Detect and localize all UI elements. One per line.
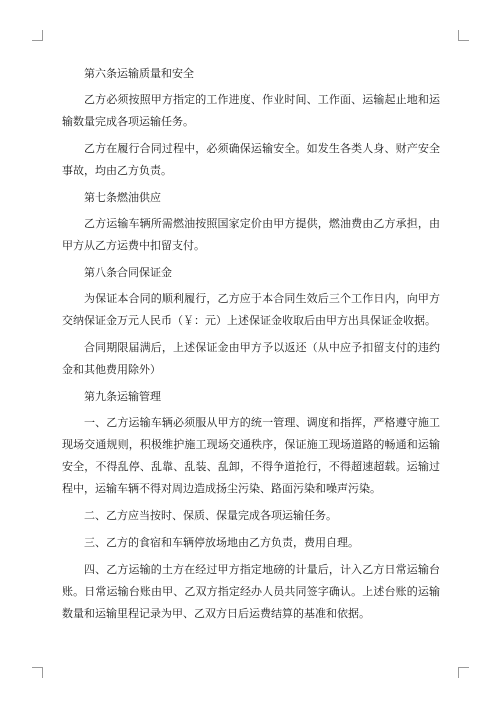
- paragraph: 乙方在履行合同过程中，必须确保运输安全。如发生各类人身、财产安全事故，均由乙方负责。: [62, 142, 440, 177]
- section-heading-article-6: 第六条运输质量和安全: [84, 67, 194, 80]
- document-body: [62, 63, 440, 630]
- section-heading-article-8: 第八条合同保证金: [84, 266, 172, 279]
- paragraph: 为保证本合同的顺利履行，乙方应于本合同生效后三个工作日内，向甲方交纳保证金万元人民币（￥：元）上述保证金收取后由甲方出具保证金收据。: [62, 292, 440, 327]
- crop-mark-top-left: [32, 30, 43, 41]
- paragraph: 一、乙方运输车辆必须服从甲方的统一管理、调度和指挥，严格遵守施工现场交通规则，积极维护施工现场交通秩序，保证施工现场道路的畅通和运输安全，不得乱停、乱靠、乱装、乱卸，不得争道抢行，不得超速超载。运输过程中，运输车辆不得对周边造成扬尘污染、路面污染和噪声污染。: [62, 416, 440, 495]
- paragraph: 四、乙方运输的土方在经过甲方指定地磅的计量后，计入乙方日常运输台账。日常运输台账由甲、乙双方指定经办人员共同签字确认。上述台账的运输数量和运输里程记录为甲、乙双方日后运费结算的基准和依据。: [62, 563, 440, 620]
- paragraph: 三、乙方的食宿和车辆停放场地由乙方负责，费用自理。: [84, 536, 359, 549]
- paragraph: 乙方必须按照甲方指定的工作进度、作业时间、工作面、运输起止地和运输数量完成各项运输任务。: [62, 93, 440, 128]
- paragraph: 二、乙方应当按时、保质、保量完成各项运输任务。: [84, 509, 337, 522]
- paragraph: 乙方运输车辆所需燃油按照国家定价由甲方提供，燃油费由乙方承担，由甲方从乙方运费中扣留支付。: [62, 217, 440, 252]
- crop-mark-bottom-left: [32, 667, 43, 678]
- paragraph: 合同期限届满后，上述保证金由甲方予以返还（从中应予扣留支付的违约金和其他费用除外）: [62, 341, 440, 376]
- crop-mark-top-right: [458, 30, 469, 41]
- section-heading-article-9: 第九条运输管理: [84, 390, 161, 403]
- crop-mark-bottom-right: [458, 667, 469, 678]
- section-heading-article-7: 第七条燃油供应: [84, 191, 161, 204]
